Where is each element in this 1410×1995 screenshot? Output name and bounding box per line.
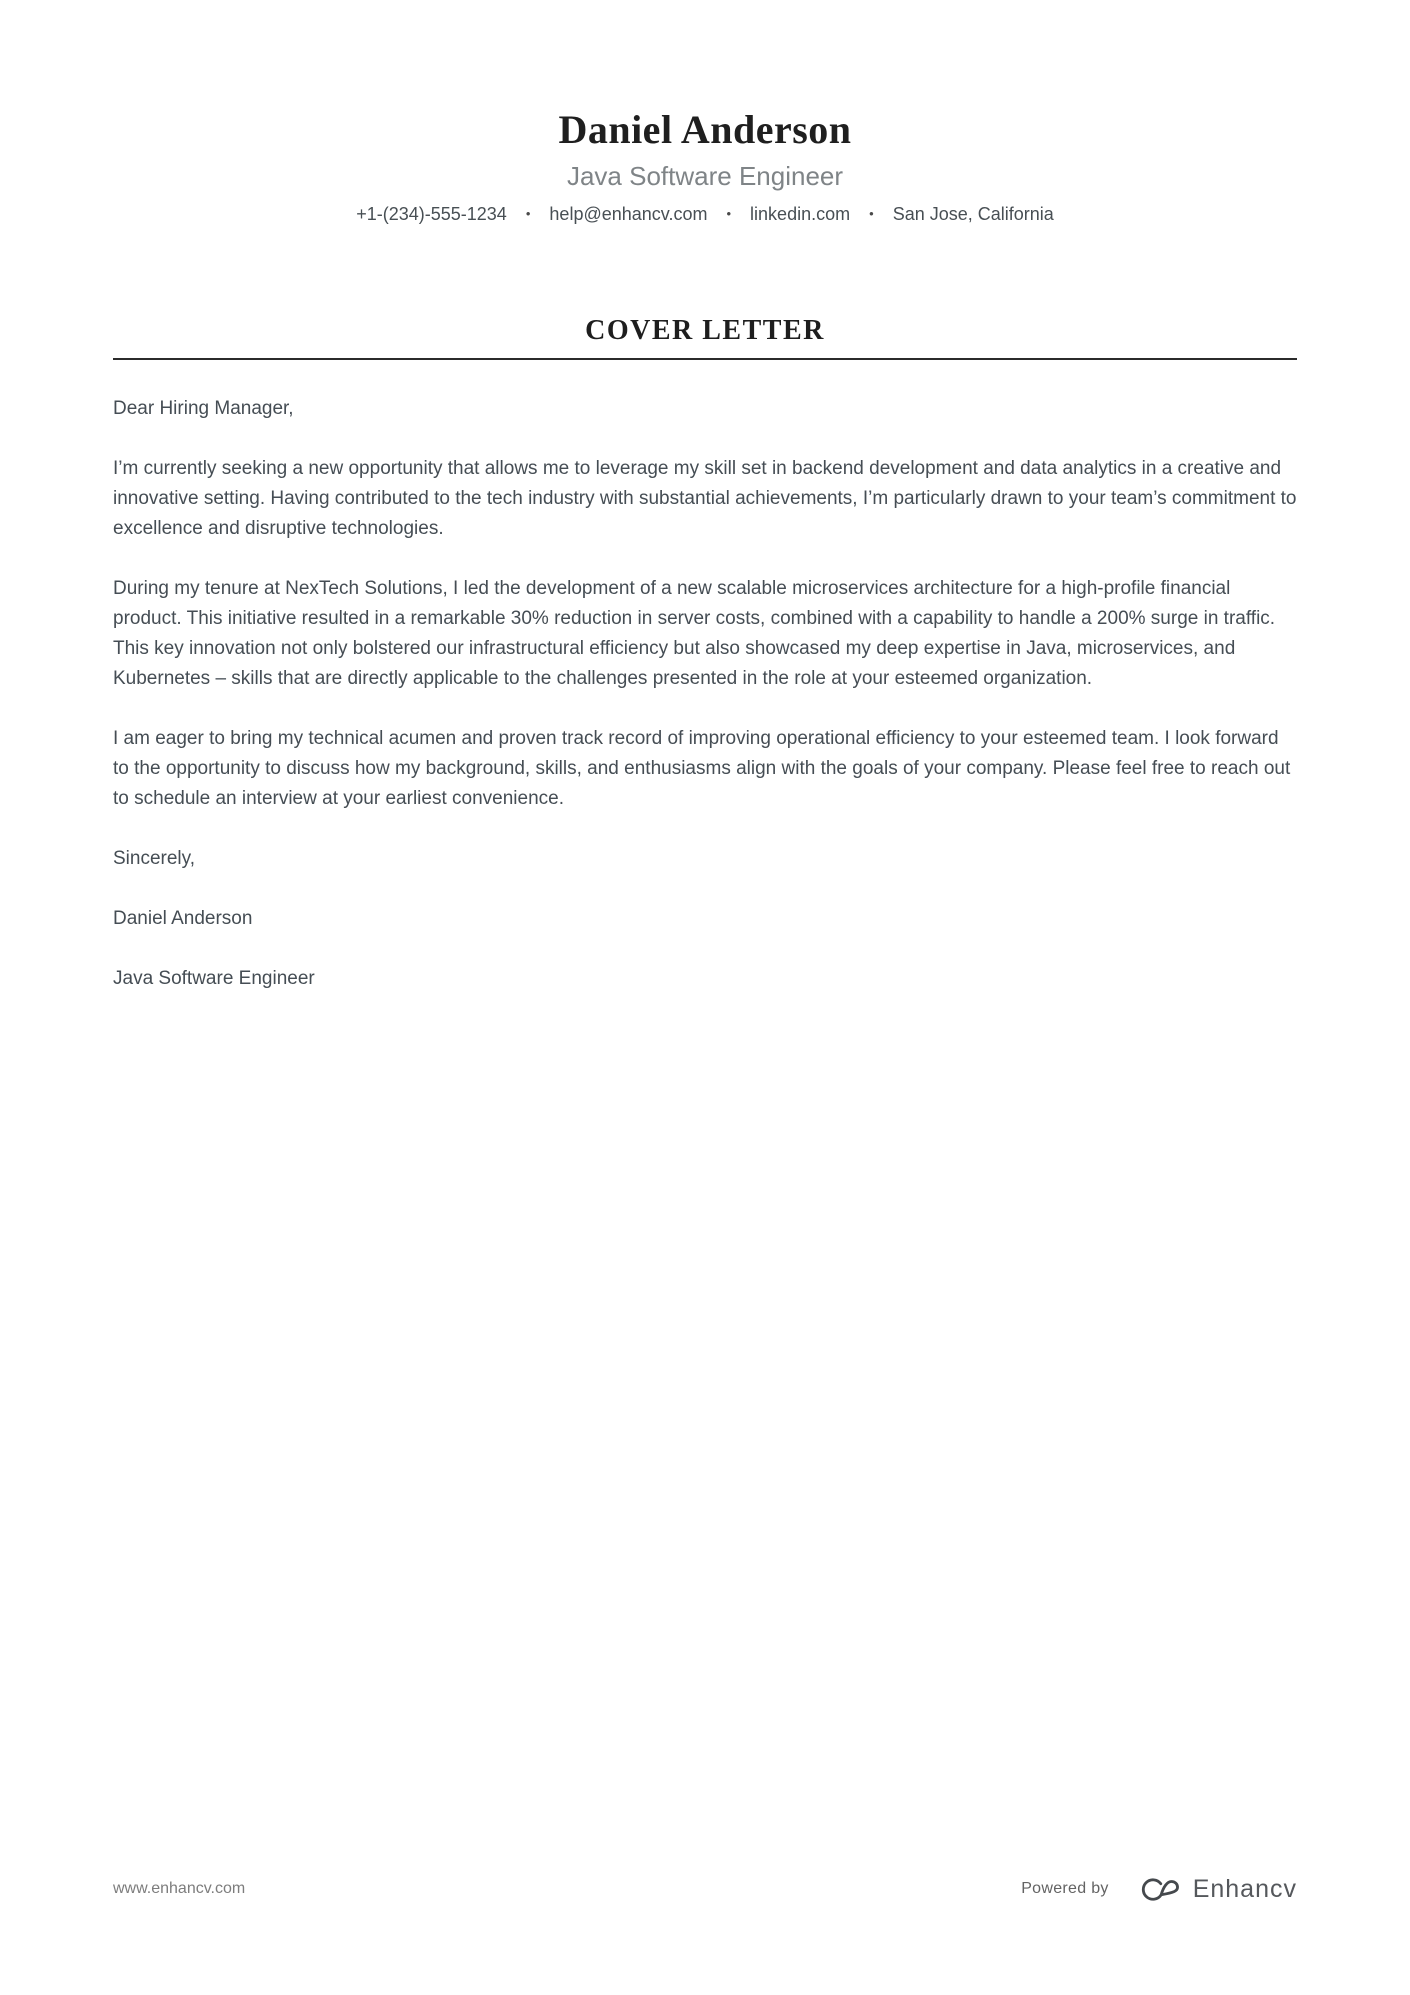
enhancv-logo-icon bbox=[1135, 1874, 1183, 1904]
bullet-separator-icon: • bbox=[726, 206, 732, 221]
section-title: COVER LETTER bbox=[585, 315, 825, 346]
paragraph-3: I am eager to bring my technical acumen and proven track record of improving operational efficiency to your esteemed team. I look forward to the opportunity to discuss how my background, skills, and enthusiasms align with the goals of your company. Please feel free to reach out to schedule an interview at your earliest convenience. bbox=[113, 728, 1291, 809]
enhancv-wordmark: Enhancv bbox=[1192, 1874, 1297, 1903]
paragraph-2: During my tenure at NexTech Solutions, I led the development of a new scalable microservices architecture for a high-profile financial product. This initiative resulted in a remarkable 30% reduction in server costs, combined with a capability to handle a 200% surge in traffic. This key innovation not only bolstered our infrastructural efficiency but also showcased my deep expertise in Java, microservices, and Kubernetes – skills that are directly applicable to the challenges presented in the role at your esteemed organization. bbox=[113, 578, 1276, 689]
section-header bbox=[113, 314, 1297, 360]
paragraph-1: I’m currently seeking a new opportunity that allows me to leverage my skill set in backend development and data analytics in a creative and innovative setting. Having contributed to the tech industry with substantial achievements, I’m particularly drawn to your team’s commitment to excellence and disruptive technologies. bbox=[113, 458, 1297, 539]
powered-by-label: Powered by bbox=[1021, 1880, 1109, 1897]
signature-title: Java Software Engineer bbox=[113, 968, 315, 989]
contact-row bbox=[113, 202, 1297, 226]
candidate-name: Daniel Anderson bbox=[558, 107, 852, 152]
letter-body bbox=[113, 394, 1297, 994]
location-text: San Jose, California bbox=[892, 204, 1054, 224]
closing: Sincerely, bbox=[113, 848, 196, 869]
bullet-separator-icon: • bbox=[869, 206, 874, 221]
section-divider bbox=[113, 358, 1297, 360]
bullet-separator-icon: • bbox=[525, 206, 531, 221]
email-link[interactable]: help@enhancv.com bbox=[549, 204, 708, 224]
letter-header bbox=[113, 106, 1297, 226]
signature-name: Daniel Anderson bbox=[113, 908, 253, 929]
phone-number: +1-(234)-555-1234 bbox=[356, 204, 507, 224]
greeting: Dear Hiring Manager, bbox=[113, 398, 294, 419]
page-footer bbox=[0, 1872, 1410, 1906]
linkedin-link[interactable]: linkedin.com bbox=[750, 204, 851, 224]
website-link[interactable]: www.enhancv.com bbox=[113, 1880, 246, 1897]
powered-by-group bbox=[1021, 1874, 1297, 1904]
candidate-job-title: Java Software Engineer bbox=[566, 161, 844, 191]
